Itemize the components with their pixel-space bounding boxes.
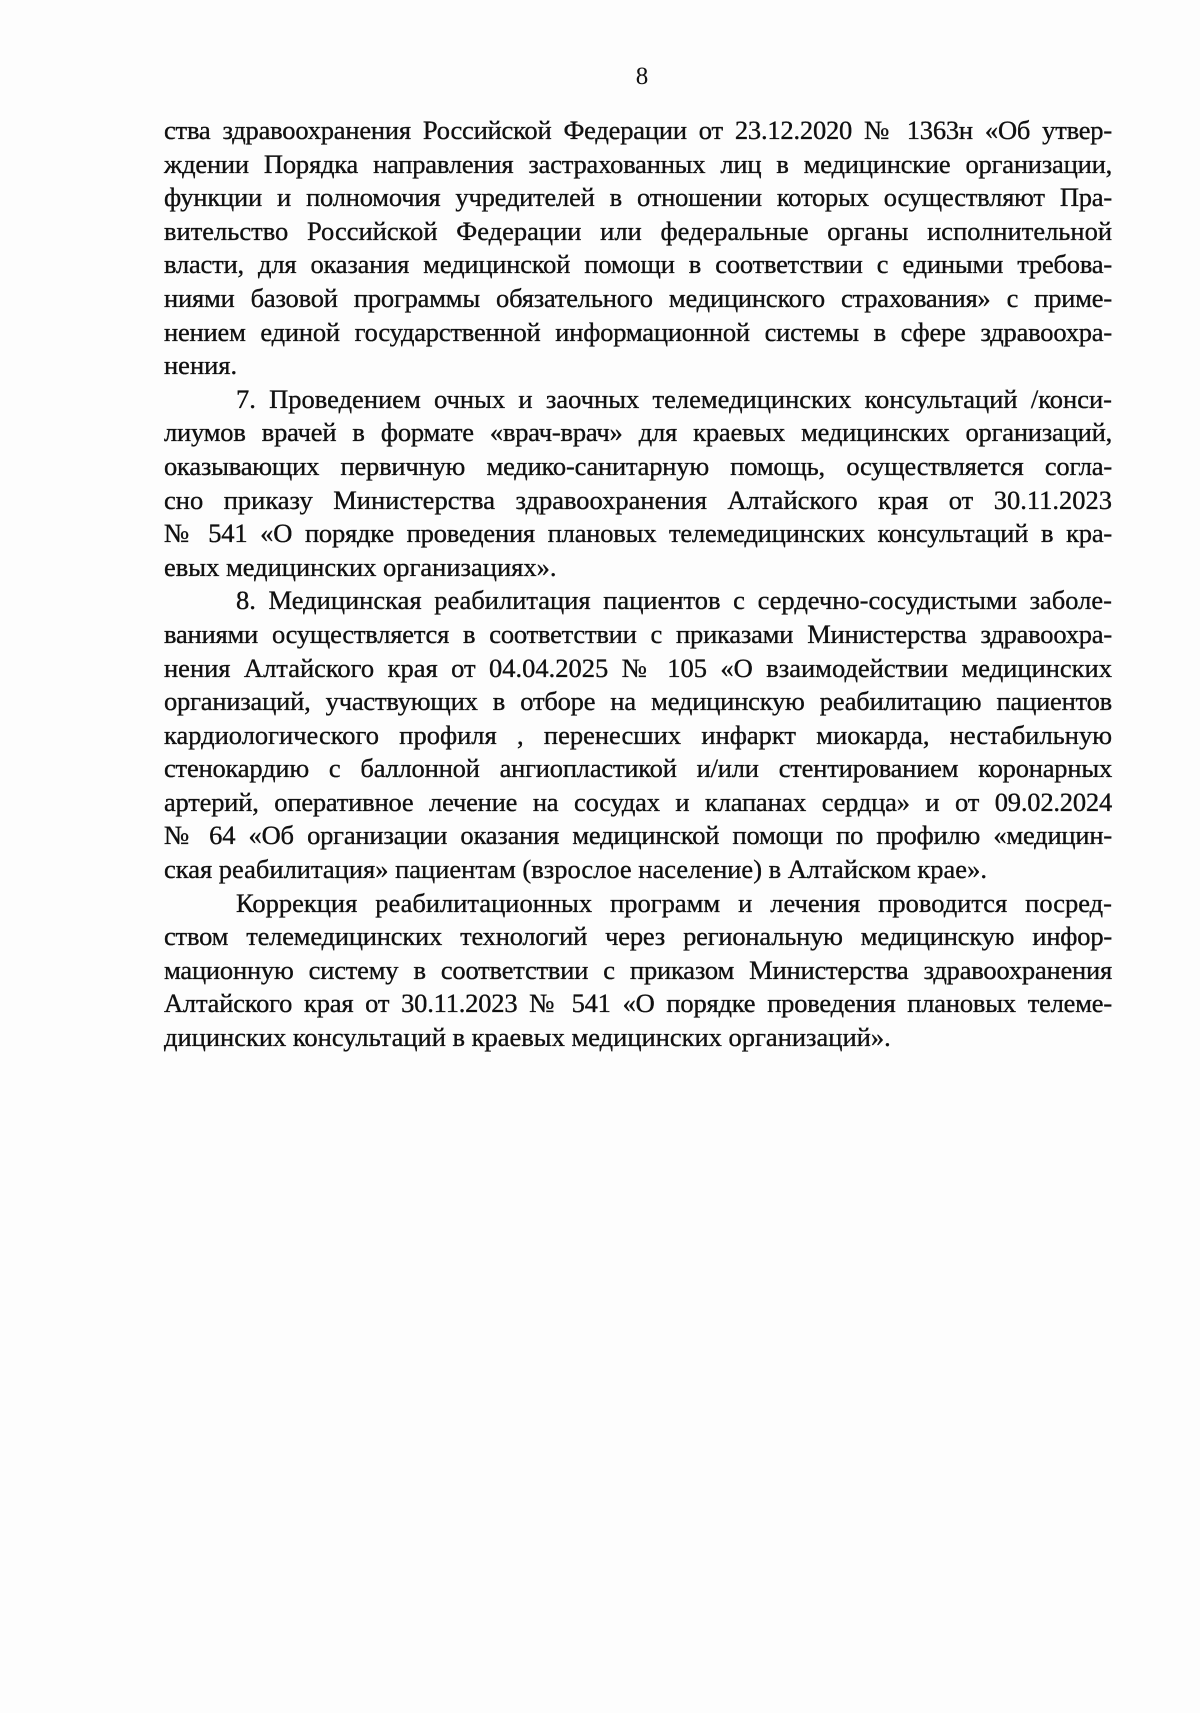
text-line: ниями базовой программы обязательного медицинского страхования» с приме- — [164, 282, 1112, 313]
text-line: 7. Проведением очных и заочных телемедицинских консультаций /конси- — [236, 383, 1112, 414]
text-line: Коррекция реабилитационных программ и лечения проводится посред- — [236, 887, 1112, 918]
text-line: № 541 «О порядке проведения плановых телемедицинских консультаций в кра- — [164, 518, 1112, 549]
text-line: сно приказу Министерства здравоохранения Алтайского края от 30.11.2023 — [164, 484, 1112, 515]
text-line: ждении Порядка направления застрахованных лиц в медицинские организации, — [164, 148, 1112, 179]
text-line: нения. — [164, 350, 238, 381]
page-number: 8 — [635, 63, 649, 90]
text-line: евых медицинских организациях». — [164, 551, 557, 582]
text-line: ваниями осуществляется в соответствии с приказами Министерства здравоохра- — [164, 618, 1112, 649]
paragraph-item-8 — [164, 584, 1112, 886]
text-line: кардиологического профиля , перенесших инфаркт миокарда, нестабильную — [164, 719, 1112, 750]
paragraph-correction — [164, 887, 1112, 1055]
text-line: 8. Медицинская реабилитация пациентов с сердечно-сосудистыми заболе- — [236, 585, 1112, 616]
text-line: функции и полномочия учредителей в отношении которых осуществляют Пра- — [164, 182, 1112, 213]
paragraph-item-7 — [164, 383, 1112, 585]
text-line: стенокардию с баллонной ангиопластикой и/или стентированием коронарных — [164, 753, 1112, 784]
text-line: Алтайского края от 30.11.2023 № 541 «О порядке проведения плановых телеме- — [164, 988, 1112, 1019]
text-line: ства здравоохранения Российской Федерации от 23.12.2020 № 1363н «Об утвер- — [164, 115, 1112, 145]
text-line: власти, для оказания медицинской помощи в соответствии с едиными требова- — [164, 249, 1112, 280]
text-line: № 64 «Об организации оказания медицинской помощи по профилю «медицин- — [164, 820, 1112, 851]
text-line: ская реабилитация» пациентам (взрослое население) в Алтайском крае». — [164, 854, 987, 885]
text-line: лиумов врачей в формате «врач-врач» для краевых медицинских организаций, — [164, 417, 1112, 448]
document-body — [164, 114, 1112, 1055]
paragraph-continuation — [164, 114, 1112, 383]
text-line: вительство Российской Федерации или федеральные органы исполнительной — [164, 215, 1112, 246]
text-line: организаций, участвующих в отборе на медицинскую реабилитацию пациентов — [164, 686, 1112, 717]
text-line: нением единой государственной информационной системы в сфере здравоохра- — [164, 316, 1112, 347]
text-line: артерий, оперативное лечение на сосудах и клапанах сердца» и от 09.02.2024 — [164, 786, 1112, 817]
text-line: оказывающих первичную медико-санитарную помощь, осуществляется согла- — [164, 450, 1112, 481]
text-line: мационную систему в соответствии с приказом Министерства здравоохранения — [164, 954, 1112, 985]
text-line: дицинских консультаций в краевых медицинских организаций». — [164, 1022, 891, 1053]
text-line: ством телемедицинских технологий через региональную медицинскую инфор- — [164, 921, 1112, 952]
text-line: нения Алтайского края от 04.04.2025 № 105 «О взаимодействии медицинских — [164, 652, 1112, 683]
